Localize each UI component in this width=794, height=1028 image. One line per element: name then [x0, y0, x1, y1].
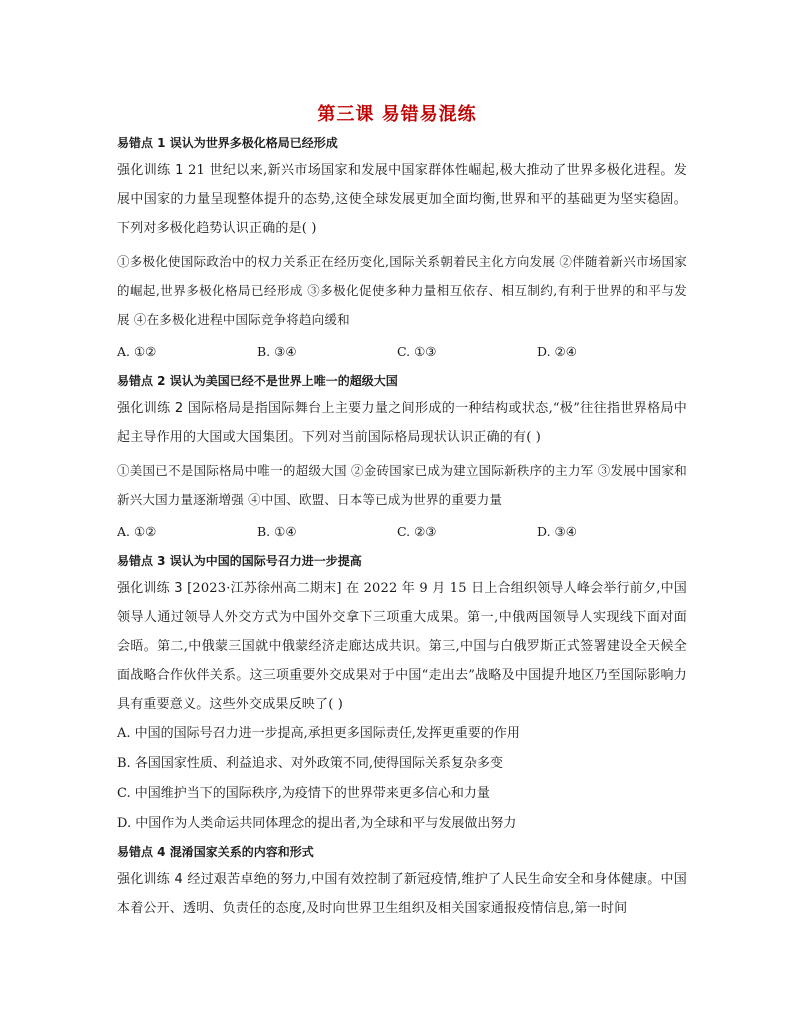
question-text-2: 国际格局是指国际舞台上主要力量之间形成的一种结构或状态,“极”往往指世界格局中起主导作用的大国或大国集团。下列对当前国际格局现状认识正确的有( ) [117, 401, 687, 445]
page-title: 第三课 易错易混练 [317, 104, 477, 125]
section-heading-4: 易错点 4 混淆国家关系的内容和形式 [117, 845, 314, 859]
question-stem-4 [117, 865, 687, 923]
option-b: B. ①④ [257, 524, 297, 539]
question-stem-2 [117, 394, 687, 452]
option-a: A. ①② [117, 344, 157, 359]
question-text-3: [2023·江苏徐州高二期末] 在 2022 年 9 月 15 日上合组织领导人峰会举行前夕,中国领导人通过领导人外交方式为中国外交拿下三项重大成果。第一,中俄两国领导人实现线下面对面会晤。第二,中俄蒙三国就中俄蒙经济走廊达成共识。第三,中国与白俄罗斯正式签署建设全天候全面战略合作伙伴关系。这三项重要外交成果对于中国“走出去”战略及中国提升地区乃至国际影响力具有重要意义。这些外交成果反映了( ) [117, 581, 687, 712]
statements-1: ①多极化使国际政治中的权力关系正在经历变化,国际关系朝着民主化方向发展 ②伴随着新兴市场国家的崛起,世界多极化格局已经形成 ③多极化促使多种力量相互依存、相互制约,有利于世界的和平与发展 ④在多极化进程中国际竞争将趋向缓和 [117, 254, 687, 327]
option-a: A. ①② [117, 524, 157, 539]
question-label-3: 强化训练 3 [117, 581, 183, 596]
statements-2: ①美国已不是国际格局中唯一的超级大国 ②金砖国家已成为建立国际新秩序的主力军 ③发展中国家和新兴大国力量逐渐增强 ④中国、欧盟、日本等已成为世界的重要力量 [117, 463, 687, 507]
option-b: B. 各国国家性质、利益追求、对外政策不同,使得国际关系复杂多变 [117, 756, 503, 771]
option-c: C. ②③ [397, 524, 437, 539]
question-stem-1 [117, 156, 687, 243]
options-row-1 [117, 338, 687, 368]
question-label-4: 强化训练 4 [117, 872, 183, 887]
option-d: D. 中国作为人类命运共同体理念的提出者,为全球和平与发展做出努力 [117, 816, 517, 831]
option-c: C. 中国维护当下的国际秩序,为疫情下的世界带来更多信心和力量 [117, 786, 490, 801]
question-text-1: 21 世纪以来,新兴市场国家和发展中国家群体性崛起,极大推动了世界多极化进程。发展中国家的力量呈现整体提升的态势,这使全球发展更加全面均衡,世界和平的基础更为坚实稳固。下列对多极化趋势认识正确的是( ) [117, 163, 687, 236]
option-b: B. ③④ [257, 344, 297, 359]
section-heading-1: 易错点 1 误认为世界多极化格局已经形成 [117, 136, 338, 150]
section-heading-3: 易错点 3 误认为中国的国际号召力进一步提高 [117, 554, 362, 568]
section-heading-2: 易错点 2 误认为美国已经不是世界上唯一的超级大国 [117, 374, 398, 388]
option-a: A. 中国的国际号召力进一步提高,承担更多国际责任,发挥更重要的作用 [117, 726, 520, 741]
options-row-2 [117, 518, 687, 548]
question-label-2: 强化训练 2 [117, 401, 184, 416]
option-d: D. ③④ [537, 524, 577, 539]
question-stem-3 [117, 574, 687, 719]
question-label-1: 强化训练 1 [117, 163, 184, 178]
document-content [117, 130, 687, 923]
option-d: D. ②④ [537, 344, 577, 359]
question-text-4: 经过艰苦卓绝的努力,中国有效控制了新冠疫情,维护了人民生命安全和身体健康。中国本着公开、透明、负责任的态度,及时向世界卫生组织及相关国家通报疫情信息,第一时间 [117, 872, 687, 916]
option-c: C. ①③ [397, 344, 437, 359]
